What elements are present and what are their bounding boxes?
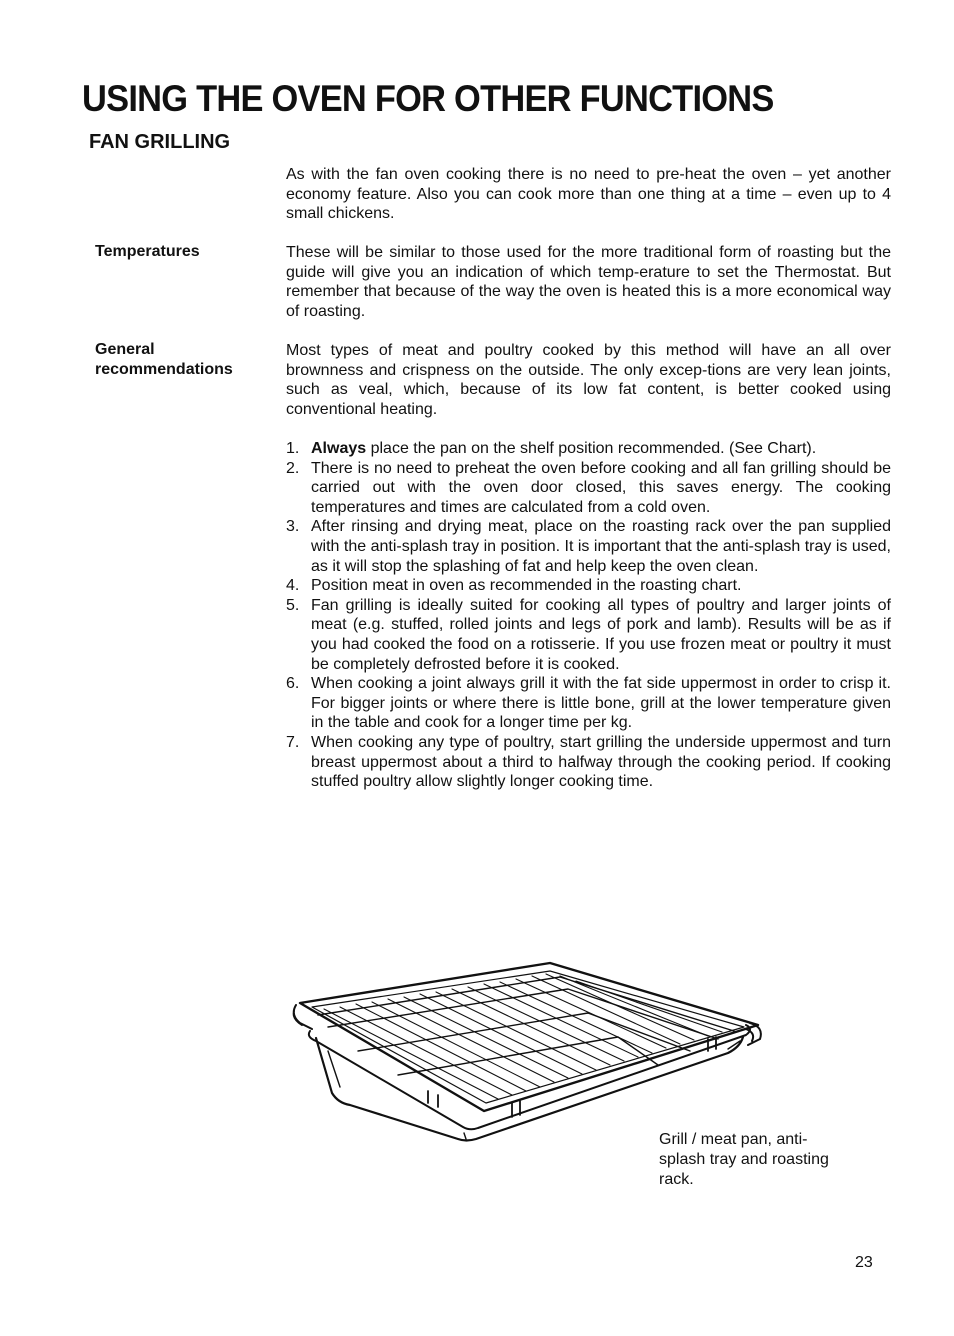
list-number: 4.	[286, 577, 300, 595]
list-number: 6.	[286, 675, 300, 693]
list-text: When cooking a joint always grill it with the fat side uppermost in order to crisp it. For bigger joints or where there is little bone, grill at the lower temperature given in the table and cook for a longer time per kg.	[311, 675, 891, 732]
grill-pan-rack-illustration	[288, 953, 768, 1148]
page-title: USING THE OVEN FOR OTHER FUNCTIONS	[82, 78, 774, 119]
page-number: 23	[855, 1254, 873, 1271]
intro-paragraph: As with the fan oven cooking there is no need to pre-heat the oven – yet another economy feature. Also you can cook more than one thing at a time – even up to 4 small chickens.	[286, 166, 891, 223]
general-recommendations-label	[95, 340, 270, 380]
general-paragraph: Most types of meat and poultry cooked by this method will have an all over brownness and crispness on the outside. The only excep-tions are very lean joints, such as veal, which, because of its low fat content, is better cooked using conventional heating.	[286, 342, 891, 418]
list-text: After rinsing and drying meat, place on the roasting rack over the pan supplied with the anti-splash tray in position. It is important that the anti-splash tray is used, as it will stop the splashing of fat and help keep the oven clean.	[311, 518, 891, 575]
list-number: 7.	[286, 733, 300, 751]
list-number: 5.	[286, 596, 300, 614]
temperatures-label: Temperatures	[95, 243, 200, 260]
figure-caption: Grill / meat pan, anti-splash tray and roasting rack.	[659, 1131, 829, 1188]
list-number: 2.	[286, 459, 300, 477]
list-item	[286, 674, 891, 733]
recommendations-list	[286, 439, 891, 792]
list-item	[286, 733, 891, 792]
list-text: There is no need to preheat the oven before cooking and all fan grilling should be carried out with the oven door closed, this saves energy. The cooking temperatures and times are calculated from a cold oven.	[311, 459, 891, 516]
list-item	[286, 596, 891, 674]
list-item	[286, 517, 891, 576]
list-number: 3.	[286, 518, 300, 536]
list-text: Position meat in oven as recommended in the roasting chart.	[311, 577, 742, 595]
general-label-line2: recommendations	[95, 361, 233, 378]
list-item	[286, 459, 891, 518]
temperatures-paragraph: These will be similar to those used for the more traditional form of roasting but the guide will give you an indication of which temp-erature to set the Thermostat. But remember that because of the way the oven is heated this is a more economical way of roasting.	[286, 244, 891, 320]
rack-feet	[428, 1037, 716, 1117]
list-text: When cooking any type of poultry, start grilling the underside uppermost and turn breast uppermost about a third to halfway through the cooking period. If cooking stuffed poultry allow slightly longer cooking time.	[311, 733, 891, 791]
list-number: 1.	[286, 440, 300, 457]
list-item	[286, 576, 891, 596]
general-label-line1: General	[95, 341, 155, 358]
list-text: place the pan on the shelf position recommended. (See Chart).	[366, 440, 817, 457]
section-heading: FAN GRILLING	[89, 131, 231, 153]
list-text: Fan grilling is ideally suited for cooking all types of poultry and larger joints of meat (e.g. stuffed, rolled joints and legs of pork and lamb). Results will be as if you had cooked the food on a rotisserie. If you use frozen meat or poultry it must be completely defrosted before it is cooked.	[311, 596, 891, 673]
list-item	[286, 439, 891, 459]
list-emphasis: Always	[311, 440, 367, 457]
